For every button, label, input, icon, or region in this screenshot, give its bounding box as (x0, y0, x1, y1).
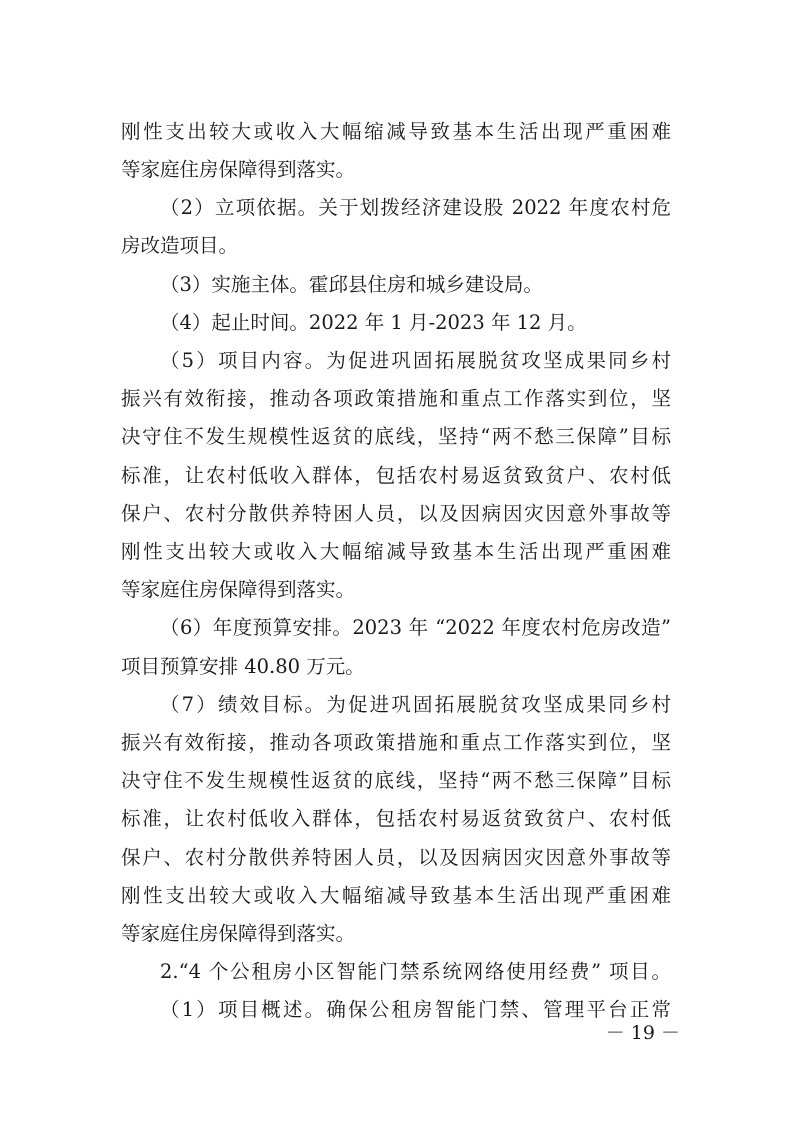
text-line: 保户、农村分散供养特困人员，以及因病因灾因意外事故等 (121, 846, 671, 869)
text-line: 刚性支出较大或收入大幅缩减导致基本生活出现严重困难 (121, 120, 671, 143)
text-line: 振兴有效衔接，推动各项政策措施和重点工作落实到位，坚 (121, 731, 671, 754)
text-line: 振兴有效衔接，推动各项政策措施和重点工作落实到位，坚 (121, 387, 671, 410)
text-line: 决守住不发生规模性返贫的底线，坚持“两不愁三保障”目标 (121, 425, 671, 448)
text-line: （4）起止时间。2022 年 1 月-2023 年 12 月。 (160, 311, 587, 334)
text-line: （7）绩效目标。为促进巩固拓展脱贫攻坚成果同乡村 (160, 693, 671, 716)
text-line: 等家庭住房保障得到落实。 (121, 922, 356, 945)
text-line: 刚性支出较大或收入大幅缩减导致基本生活出现严重困难 (121, 540, 671, 563)
text-line: 房改造项目。 (121, 234, 239, 257)
section-heading: 2.“4 个公租房小区智能门禁系统网络使用经费” 项目。 (160, 960, 671, 983)
text-line: 标准，让农村低收入群体，包括农村易返贫致贫户、农村低 (121, 464, 671, 487)
text-line: 项目预算安排 40.80 万元。 (121, 655, 365, 678)
text-line: 等家庭住房保障得到落实。 (121, 158, 356, 181)
text-line: 刚性支出较大或收入大幅缩减导致基本生活出现严重困难 (121, 884, 671, 907)
text-line: 等家庭住房保障得到落实。 (121, 578, 356, 601)
text-line: 保户、农村分散供养特困人员，以及因病因灾因意外事故等 (121, 502, 671, 525)
page-number: － 19 － (605, 1022, 680, 1044)
text-line: （6）年度预算安排。2023 年 “2022 年度农村危房改造” (160, 616, 671, 639)
text-line: （1）项目概述。确保公租房智能门禁、管理平台正常 (160, 998, 671, 1021)
text-line: 标准，让农村低收入群体，包括农村易返贫致贫户、农村低 (121, 807, 671, 830)
text-line: （3）实施主体。霍邱县住房和城乡建设局。 (160, 273, 543, 296)
text-line: （2）立项依据。关于划拨经济建设股 2022 年度农村危 (160, 196, 671, 219)
text-line: 决守住不发生规模性返贫的底线，坚持“两不愁三保障”目标 (121, 769, 671, 792)
text-line: （5）项目内容。为促进巩固拓展脱贫攻坚成果同乡村 (160, 349, 671, 372)
